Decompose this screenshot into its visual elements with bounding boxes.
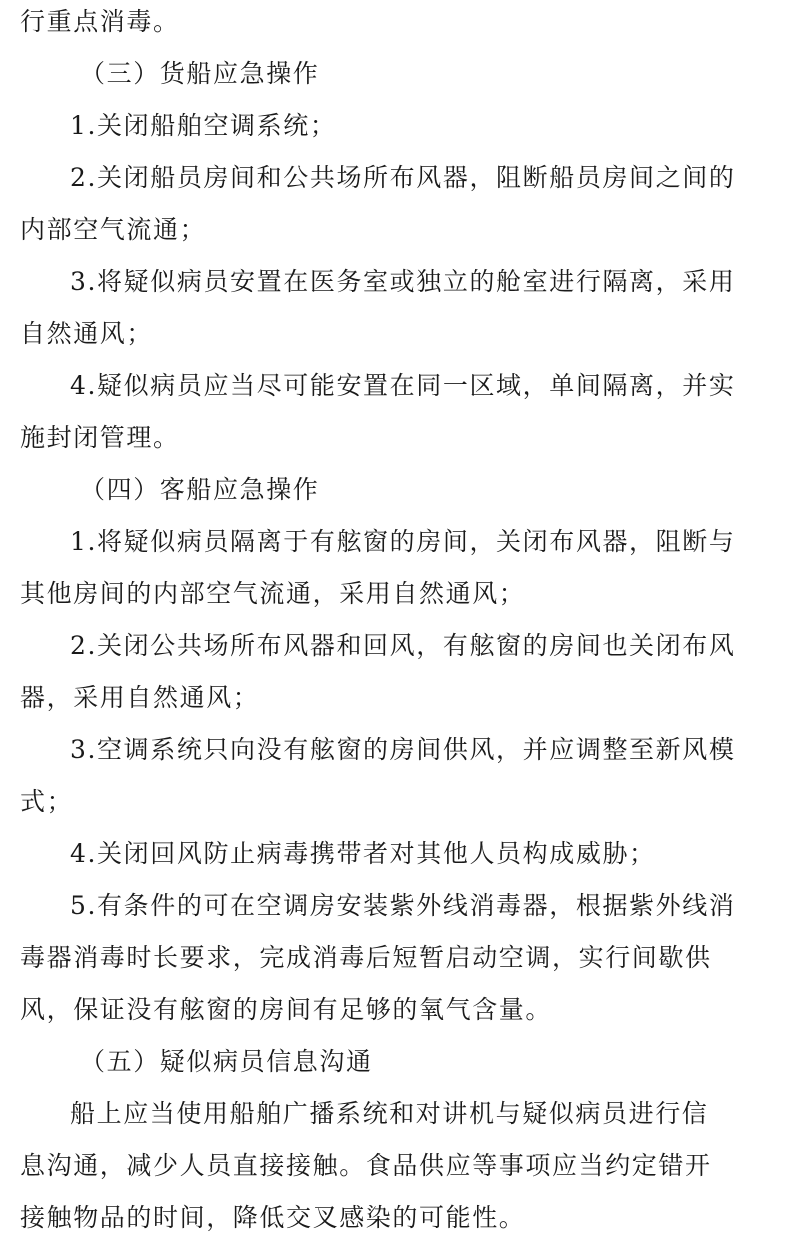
text-line: 船上应当使用船舶广播系统和对讲机与疑似病员进行信 [70, 1099, 709, 1128]
text-line: 5.有条件的可在空调房安装紫外线消毒器，根据紫外线消 [70, 891, 736, 920]
text-line: 3.空调系统只向没有舷窗的房间供风，并应调整至新风模 [70, 735, 736, 764]
text-line: 1.将疑似病员隔离于有舷窗的房间，关闭布风器，阻断与 [70, 527, 736, 556]
text-line: 3.将疑似病员安置在医务室或独立的舱室进行隔离，采用 [70, 267, 736, 296]
text-line: 4.疑似病员应当尽可能安置在同一区域，单间隔离，并实 [70, 371, 736, 400]
section-heading: （五）疑似病员信息沟通 [80, 1047, 373, 1076]
text-line: 行重点消毒。 [20, 7, 180, 36]
text-line: 器，采用自然通风； [20, 683, 260, 712]
text-line: 施封闭管理。 [20, 423, 180, 452]
text-line: 2.关闭公共场所布风器和回风，有舷窗的房间也关闭布风 [70, 631, 736, 660]
text-line: 式； [20, 787, 74, 816]
text-line: 息沟通，减少人员直接接触。食品供应等事项应当约定错开 [20, 1151, 712, 1180]
text-line: 毒器消毒时长要求，完成消毒后短暂启动空调，实行间歇供 [20, 943, 712, 972]
text-line: 4.关闭回风防止病毒携带者对其他人员构成威胁； [70, 839, 656, 868]
section-heading: （三）货船应急操作 [80, 59, 320, 88]
text-line: 2.关闭船员房间和公共场所布风器，阻断船员房间之间的 [70, 163, 736, 192]
section-heading: （四）客船应急操作 [80, 475, 320, 504]
text-line: 其他房间的内部空气流通，采用自然通风； [20, 579, 526, 608]
text-line: 1.关闭船舶空调系统； [70, 111, 337, 140]
text-line: 接触物品的时间，降低交叉感染的可能性。 [20, 1203, 526, 1232]
text-line: 内部空气流通； [20, 215, 207, 244]
text-line: 自然通风； [20, 319, 154, 348]
text-line: 风，保证没有舷窗的房间有足够的氧气含量。 [20, 995, 553, 1024]
